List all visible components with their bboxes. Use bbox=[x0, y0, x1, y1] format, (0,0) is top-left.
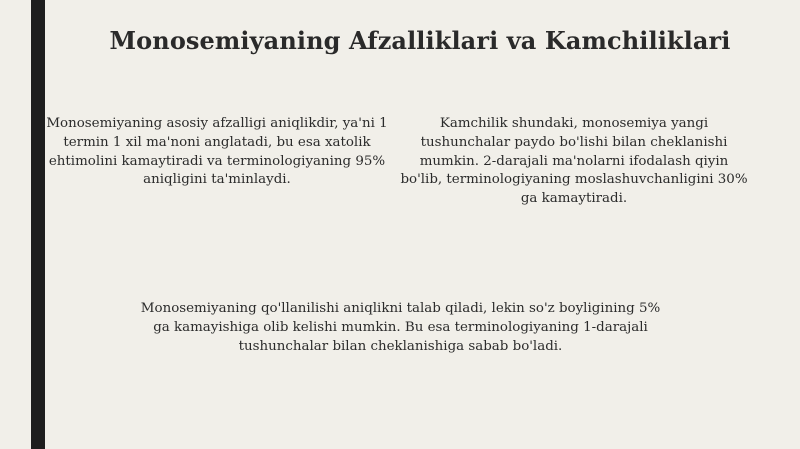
conclusion-paragraph: Monosemiyaning qo'llanilishi aniqlikni talab qiladi, lekin so'z boyligining 5% ga kamayishiga olib kelishi mumkin. Bu esa terminologiyaning 1-darajali tushunchalar bilan cheklanishiga sabab bo'ladi. bbox=[140, 301, 661, 354]
slide-title: Monosemiyaning Afzalliklari va Kamchiliklari bbox=[109, 26, 731, 55]
disadvantages-paragraph: Kamchilik shundaki, monosemiya yangi tushunchalar paydo bo'lishi bilan cheklanishi mumkin. 2-darajali ma'nolarni ifodalash qiyin bo'lib, terminologiyaning moslashuvchanligini 30% ga kamaytiradi. bbox=[400, 116, 748, 207]
advantages-paragraph: Monosemiyaning asosiy afzalligi aniqlikdir, ya'ni 1 termin 1 xil ma'noni anglatadi, bu esa xatolik ehtimolini kamaytiradi va terminologiyaning 95% aniqligini ta'minlaydi. bbox=[46, 116, 388, 188]
left-accent-bar bbox=[31, 0, 45, 449]
